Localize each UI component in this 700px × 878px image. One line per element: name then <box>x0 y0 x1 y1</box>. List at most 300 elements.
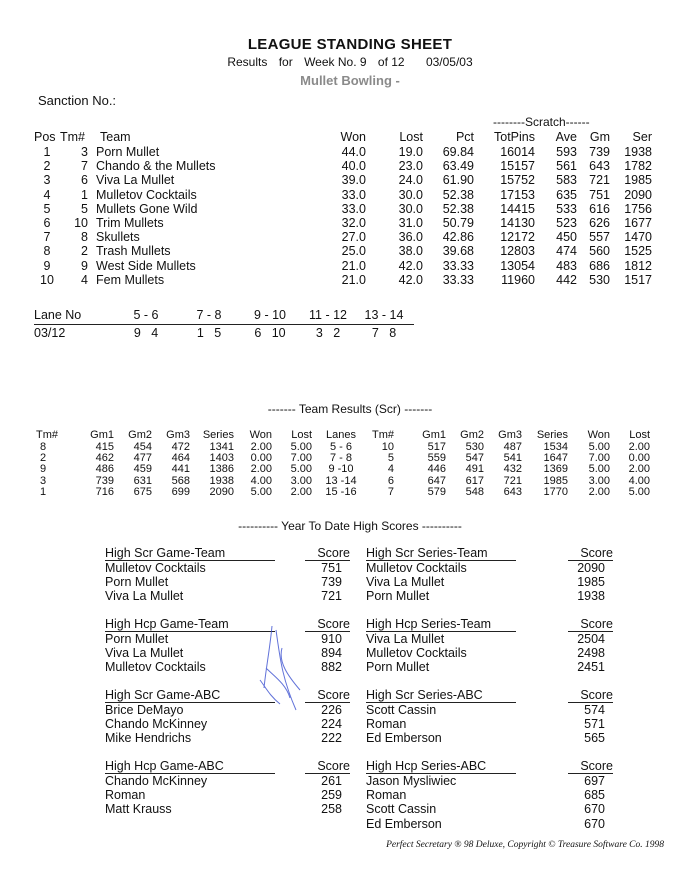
results-cell: 9 -10 <box>328 463 354 476</box>
ytd-entry-name: Mike Hendrichs <box>105 731 192 746</box>
ytd-block-heading: High Scr Series-Team <box>366 546 516 561</box>
standings-cell-lost: 30.0 <box>398 187 423 202</box>
standings-cell-team: Skullets <box>96 230 140 245</box>
standings-cell-won: 39.0 <box>341 173 366 188</box>
standings-cell-pos: 8 <box>43 244 51 259</box>
ytd-entry-name: Roman <box>366 717 407 732</box>
standings-cell-ser: 1985 <box>624 173 652 188</box>
results-cell: 2.00 <box>628 441 650 454</box>
ytd-entry-score: 226 <box>321 703 342 717</box>
results-cell: 2.00 <box>290 485 312 498</box>
standings-cell-gm: 626 <box>589 216 610 231</box>
results-cell: 446 <box>427 463 446 476</box>
results-cell: 415 <box>95 441 114 454</box>
standings-cell-lost: 30.0 <box>398 201 423 216</box>
standings-cell-pct: 42.86 <box>442 230 474 245</box>
standings-cell-totpins: 17153 <box>500 187 535 202</box>
results-cell: 4 <box>387 463 394 476</box>
standings-cell-pct: 52.38 <box>442 201 474 216</box>
results-cell: 548 <box>465 485 484 498</box>
standings-cell-tm: 10 <box>74 216 88 231</box>
standings-cell-gm: 557 <box>589 230 610 245</box>
sanction-label: Sanction No.: <box>38 93 117 108</box>
results-col-header: Gm1 <box>422 428 446 441</box>
results-cell: 459 <box>133 463 152 476</box>
results-cell: 8 <box>40 441 47 454</box>
ytd-title: ---------- Year To Date High Scores ---------- <box>238 519 462 533</box>
standings-cell-tm: 8 <box>81 230 88 245</box>
standings-cell-tm: 3 <box>81 145 88 160</box>
standings-cell-team: Chando & the Mullets <box>96 159 216 174</box>
standings-cell-pos: 6 <box>43 216 51 231</box>
standings-row <box>34 216 652 230</box>
lane-divider <box>34 324 414 325</box>
standings-cell-ser: 1470 <box>624 230 652 245</box>
results-cell: 541 <box>503 452 522 465</box>
ytd-entry-name: Mulletov Cocktails <box>366 561 467 575</box>
standings-table <box>34 129 652 287</box>
standings-cell-gm: 560 <box>589 244 610 259</box>
results-cell: 3.00 <box>588 474 610 487</box>
results-cell: 1985 <box>543 474 568 487</box>
software-credit: Perfect Secretary ® 98 Deluxe, Copyright © Treasure Software Co. 1998 <box>386 840 664 850</box>
ytd-entry-name: Viva La Mullet <box>366 632 445 646</box>
results-cell: 1770 <box>543 485 568 498</box>
results-cell: 7.00 <box>290 452 312 465</box>
ytd-entry-name: Matt Krauss <box>105 802 172 817</box>
standings-cell-team: West Side Mullets <box>96 258 196 273</box>
ytd-block-heading: High Scr Game-Team <box>105 546 275 561</box>
results-cell: 716 <box>95 485 114 498</box>
results-cell: 579 <box>427 485 446 498</box>
standings-cell-ser: 2090 <box>624 187 652 202</box>
week-number: Week No. 9 <box>304 55 367 69</box>
results-cell: 2.00 <box>628 463 650 476</box>
ytd-entry-name: Viva La Mullet <box>105 646 184 661</box>
results-cell: 4.00 <box>250 474 272 487</box>
standings-row <box>34 244 652 258</box>
standings-cell-pct: 33.33 <box>442 272 474 287</box>
standings-cell-pos: 3 <box>43 173 51 188</box>
pen-scribble-mark <box>236 618 316 718</box>
ytd-entry-name: Ed Emberson <box>366 816 442 831</box>
results-cell: 675 <box>133 485 152 498</box>
ytd-entry-score: 2504 <box>577 632 605 646</box>
standings-cell-team: Trash Mullets <box>96 244 171 259</box>
col-pos: Pos <box>34 130 56 144</box>
standings-cell-pct: 69.84 <box>442 145 474 160</box>
col-pct: Pct <box>455 130 474 144</box>
sheet-date: 03/05/03 <box>425 55 473 69</box>
standings-cell-totpins: 14130 <box>500 216 535 231</box>
results-cell: 441 <box>171 463 190 476</box>
results-cell: 643 <box>503 485 522 498</box>
results-cell: 1386 <box>209 463 234 476</box>
standings-cell-won: 21.0 <box>341 272 366 287</box>
ytd-entry-score: 721 <box>321 589 342 604</box>
ytd-entry-name: Mulletov Cocktails <box>105 660 206 675</box>
standings-cell-won: 33.0 <box>341 201 366 216</box>
standings-header-row <box>34 129 652 145</box>
ytd-entry-name: Chando McKinney <box>105 774 208 788</box>
standings-cell-tm: 1 <box>81 187 88 202</box>
results-cell: 454 <box>133 441 152 454</box>
results-cell: 5.00 <box>588 463 610 476</box>
standings-cell-won: 21.0 <box>341 258 366 273</box>
standings-cell-ser: 1517 <box>624 272 652 287</box>
ytd-score-label: Score <box>568 759 613 774</box>
standings-cell-gm: 686 <box>589 258 610 273</box>
standings-cell-totpins: 12172 <box>500 230 535 245</box>
ytd-block-heading: High Scr Game-ABC <box>105 688 275 703</box>
standings-cell-team: Trim Mullets <box>96 216 164 231</box>
standings-cell-pos: 7 <box>43 230 51 245</box>
standings-cell-ave: 474 <box>556 244 577 259</box>
standings-cell-won: 44.0 <box>341 145 366 160</box>
standings-cell-won: 40.0 <box>341 159 366 174</box>
ytd-score-label: Score <box>568 617 613 632</box>
ytd-block-heading: High Hcp Game-Team <box>105 617 275 632</box>
lane-pair: 11 - 12 <box>309 308 347 322</box>
standings-cell-won: 25.0 <box>341 244 366 259</box>
results-cell: 721 <box>503 474 522 487</box>
ytd-block <box>105 617 355 687</box>
results-row <box>36 487 650 498</box>
results-col-header: Gm2 <box>128 428 152 441</box>
results-cell: 5.00 <box>290 463 312 476</box>
standings-cell-pct: 33.33 <box>442 258 474 273</box>
results-cell: 517 <box>427 441 446 454</box>
ytd-block <box>105 688 355 758</box>
lane-teams: 7 8 <box>371 326 397 340</box>
standings-cell-tm: 9 <box>81 258 88 273</box>
results-col-header: Lanes <box>326 428 356 441</box>
lane-teams: 6 10 <box>254 326 286 340</box>
standings-cell-pct: 52.38 <box>442 187 474 202</box>
standings-cell-lost: 19.0 <box>398 145 423 160</box>
ytd-entry-name: Roman <box>366 788 407 803</box>
results-cell: 5.00 <box>250 485 272 498</box>
ytd-entry-name: Ed Emberson <box>366 731 442 746</box>
standings-cell-lost: 24.0 <box>398 173 423 188</box>
results-col-header: Tm# <box>372 428 394 441</box>
ytd-entry-name: Jason Mysliwiec <box>366 774 457 788</box>
results-cell: 631 <box>133 474 152 487</box>
lane-pair: 13 - 14 <box>364 308 404 322</box>
sheet-title: LEAGUE STANDING SHEET <box>247 36 453 53</box>
lane-date: 03/12 <box>34 326 66 340</box>
standings-row <box>34 188 652 202</box>
standings-cell-lost: 31.0 <box>398 216 423 231</box>
results-cell: 0.00 <box>628 452 650 465</box>
standings-cell-totpins: 13054 <box>500 258 535 273</box>
results-cell: 3.00 <box>290 474 312 487</box>
results-cell: 4.00 <box>628 474 650 487</box>
ytd-entry-score: 2498 <box>577 646 605 661</box>
ytd-entry-name: Roman <box>105 788 146 803</box>
results-cell: 9 <box>40 463 47 476</box>
standings-cell-pct: 39.68 <box>442 244 474 259</box>
results-cell: 491 <box>465 463 484 476</box>
results-cell: 7 - 8 <box>329 452 352 465</box>
standings-cell-lost: 42.0 <box>398 272 423 287</box>
standings-row <box>34 159 652 173</box>
results-row <box>36 464 650 475</box>
standings-cell-pos: 2 <box>43 159 51 174</box>
lane-pair: 7 - 8 <box>196 308 222 322</box>
ytd-score-label: Score <box>568 688 613 703</box>
results-cell: 2.00 <box>250 441 272 454</box>
standings-row <box>34 259 652 273</box>
ytd-score-label: Score <box>305 688 350 703</box>
results-cell: 2.00 <box>250 463 272 476</box>
results-cell: 2 <box>40 452 47 465</box>
ytd-entry-score: 224 <box>321 717 342 732</box>
lane-no-label: Lane No <box>34 308 82 322</box>
results-cell: 7.00 <box>588 452 610 465</box>
standings-cell-pos: 4 <box>43 187 51 202</box>
col-team: Team <box>100 130 131 144</box>
col-totpins: TotPins <box>494 130 535 144</box>
ytd-entry-name: Scott Cassin <box>366 802 437 817</box>
results-cell: 10 <box>381 441 394 454</box>
results-cell: 568 <box>171 474 190 487</box>
standings-cell-totpins: 15157 <box>500 159 535 174</box>
standings-cell-tm: 2 <box>81 244 88 259</box>
results-cell: 1403 <box>209 452 234 465</box>
results-col-header: Gm3 <box>166 428 190 441</box>
ytd-entry-name: Brice DeMayo <box>105 703 184 717</box>
standings-cell-ave: 593 <box>556 145 577 160</box>
ytd-score-label: Score <box>568 546 613 561</box>
results-col-header: Series <box>202 428 234 441</box>
standings-row <box>34 273 652 287</box>
ytd-entry-name: Porn Mullet <box>105 575 169 590</box>
ytd-entry-score: 739 <box>321 575 342 590</box>
standings-cell-pos: 5 <box>43 201 51 216</box>
standings-cell-gm: 643 <box>589 159 610 174</box>
standings-cell-ser: 1812 <box>624 258 652 273</box>
lane-teams: 9 4 <box>133 326 159 340</box>
standings-cell-tm: 7 <box>81 159 88 174</box>
ytd-block-heading: High Scr Series-ABC <box>366 688 516 703</box>
results-col-header: Gm1 <box>90 428 114 441</box>
standings-cell-ser: 1756 <box>624 201 652 216</box>
standings-cell-won: 27.0 <box>341 230 366 245</box>
ytd-entry-name: Mulletov Cocktails <box>105 561 206 575</box>
col-won: Won <box>340 130 366 144</box>
standings-cell-tm: 6 <box>81 173 88 188</box>
standings-cell-gm: 530 <box>589 272 610 287</box>
ytd-block <box>366 617 616 687</box>
ytd-block-heading: High Hcp Game-ABC <box>105 759 275 774</box>
ytd-entry-name: Viva La Mullet <box>105 589 184 604</box>
results-cell: 559 <box>427 452 446 465</box>
results-cell: 5.00 <box>588 441 610 454</box>
lane-pair: 5 - 6 <box>133 308 159 322</box>
standings-row <box>34 202 652 216</box>
team-results-table <box>36 428 650 498</box>
col-gm: Gm <box>589 130 610 144</box>
results-cell: 3 <box>40 474 47 487</box>
ytd-entry-score: 571 <box>584 717 605 732</box>
ytd-entry-score: 894 <box>321 646 342 661</box>
results-cell: 530 <box>465 441 484 454</box>
results-cell: 15 -16 <box>325 485 357 498</box>
ytd-score-label: Score <box>305 759 350 774</box>
standings-cell-ave: 483 <box>556 258 577 273</box>
ytd-entry-score: 574 <box>584 703 605 717</box>
results-cell: 547 <box>465 452 484 465</box>
lane-teams-row <box>34 324 412 342</box>
ytd-entry-score: 670 <box>584 816 605 831</box>
standings-cell-ave: 442 <box>556 272 577 287</box>
ytd-entry-name: Porn Mullet <box>366 589 430 604</box>
standings-cell-lost: 23.0 <box>398 159 423 174</box>
results-cell: 1369 <box>543 463 568 476</box>
results-cell: 1647 <box>543 452 568 465</box>
standings-cell-ser: 1525 <box>624 244 652 259</box>
results-cell: 477 <box>133 452 152 465</box>
standings-cell-totpins: 11960 <box>501 272 535 287</box>
for-label: for <box>278 55 293 69</box>
ytd-entry-score: 685 <box>584 788 605 803</box>
results-cell: 7 <box>387 485 394 498</box>
ytd-block-heading: High Hcp Series-ABC <box>366 759 516 774</box>
results-cell: 464 <box>171 452 190 465</box>
results-cell: 1534 <box>543 441 568 454</box>
ytd-entry-score: 258 <box>321 802 342 817</box>
ytd-entry-name: Porn Mullet <box>366 660 430 675</box>
standings-cell-ser: 1782 <box>624 159 652 174</box>
ytd-entry-name: Mulletov Cocktails <box>366 646 467 661</box>
ytd-entry-score: 1985 <box>577 575 605 590</box>
ytd-entry-score: 910 <box>321 632 342 646</box>
ytd-entry-name: Porn Mullet <box>105 632 169 646</box>
standings-row <box>34 145 652 159</box>
results-label: Results <box>227 55 268 69</box>
ytd-entry-score: 2090 <box>577 561 605 575</box>
ytd-entry-score: 1938 <box>577 589 605 604</box>
standings-cell-gm: 751 <box>589 187 610 202</box>
results-cell: 462 <box>95 452 114 465</box>
results-cell: 472 <box>171 441 190 454</box>
col-ave: Ave <box>555 130 577 144</box>
standings-cell-totpins: 14415 <box>500 201 535 216</box>
results-cell: 487 <box>503 441 522 454</box>
standings-cell-ave: 450 <box>556 230 577 245</box>
results-cell: 13 -14 <box>325 474 357 487</box>
results-col-header: Gm2 <box>460 428 484 441</box>
results-cell: 2.00 <box>588 485 610 498</box>
results-cell: 5.00 <box>290 441 312 454</box>
ytd-entry-score: 697 <box>584 774 605 788</box>
standings-cell-team: Viva La Mullet <box>96 173 175 188</box>
standings-cell-lost: 42.0 <box>398 258 423 273</box>
ytd-block <box>366 759 616 829</box>
results-cell: 617 <box>465 474 484 487</box>
standings-cell-pos: 1 <box>43 145 51 160</box>
ytd-entry-name: Chando McKinney <box>105 717 208 732</box>
league-name: Mullet Bowling - <box>300 73 400 88</box>
standings-cell-ave: 583 <box>556 173 577 188</box>
col-lost: Lost <box>399 130 423 144</box>
results-cell: 0.00 <box>250 452 272 465</box>
standings-cell-pct: 63.49 <box>442 159 474 174</box>
results-col-header: Won <box>249 428 272 441</box>
results-cell: 1 <box>40 485 47 498</box>
ytd-block-heading: High Hcp Series-Team <box>366 617 516 632</box>
results-line <box>0 55 700 69</box>
standings-cell-gm: 616 <box>589 201 610 216</box>
standings-cell-tm: 4 <box>81 272 88 287</box>
ytd-entry-score: 565 <box>584 731 605 746</box>
ytd-entry-score: 259 <box>321 788 342 803</box>
results-cell: 5 <box>387 452 394 465</box>
ytd-block <box>366 546 616 616</box>
results-cell: 647 <box>427 474 446 487</box>
ytd-entry-score: 2451 <box>577 660 605 675</box>
ytd-block <box>105 759 355 829</box>
standings-row <box>34 173 652 187</box>
ytd-block <box>366 688 616 758</box>
ytd-entry-name: Scott Cassin <box>366 703 437 717</box>
scratch-label: --------Scratch------ <box>493 115 590 129</box>
results-col-header: Lost <box>629 428 650 441</box>
standings-cell-ave: 523 <box>556 216 577 231</box>
standings-cell-ave: 533 <box>556 201 577 216</box>
results-col-header: Tm# <box>36 428 58 441</box>
team-results-title: ------- Team Results (Scr) ------- <box>267 402 433 416</box>
results-cell: 432 <box>503 463 522 476</box>
ytd-entry-name: Viva La Mullet <box>366 575 445 590</box>
standings-cell-tm: 5 <box>81 201 88 216</box>
lane-pair: 9 - 10 <box>254 308 286 322</box>
col-tm: Tm# <box>60 130 85 144</box>
results-col-header: Series <box>536 428 568 441</box>
ytd-score-label: Score <box>305 617 350 632</box>
results-col-header: Lost <box>291 428 312 441</box>
standings-cell-team: Fem Mullets <box>96 272 165 287</box>
standings-cell-won: 32.0 <box>341 216 366 231</box>
results-col-header: Won <box>587 428 610 441</box>
standings-cell-pos: 10 <box>40 272 54 287</box>
lane-teams: 1 5 <box>196 326 222 340</box>
ytd-block <box>105 546 355 616</box>
ytd-entry-score: 751 <box>321 561 342 575</box>
team-results-header-row <box>36 428 650 442</box>
results-cell: 699 <box>171 485 190 498</box>
standings-cell-pct: 61.90 <box>442 173 474 188</box>
standings-cell-pos: 9 <box>43 258 51 273</box>
results-cell: 1938 <box>209 474 234 487</box>
standings-cell-won: 33.0 <box>341 187 366 202</box>
results-col-header: Gm3 <box>498 428 522 441</box>
standings-cell-gm: 739 <box>589 145 610 160</box>
standings-cell-team: Porn Mullet <box>96 145 160 160</box>
standings-cell-lost: 36.0 <box>398 230 423 245</box>
standings-cell-team: Mulletov Cocktails <box>96 187 197 202</box>
ytd-entry-score: 261 <box>321 774 342 788</box>
standings-cell-pct: 50.79 <box>442 216 474 231</box>
standings-cell-ser: 1677 <box>624 216 652 231</box>
standings-cell-totpins: 15752 <box>500 173 535 188</box>
results-cell: 6 <box>387 474 394 487</box>
results-cell: 5.00 <box>628 485 650 498</box>
ytd-entry-score: 670 <box>584 802 605 817</box>
of-weeks: of 12 <box>377 55 405 69</box>
standings-cell-ave: 635 <box>556 187 577 202</box>
